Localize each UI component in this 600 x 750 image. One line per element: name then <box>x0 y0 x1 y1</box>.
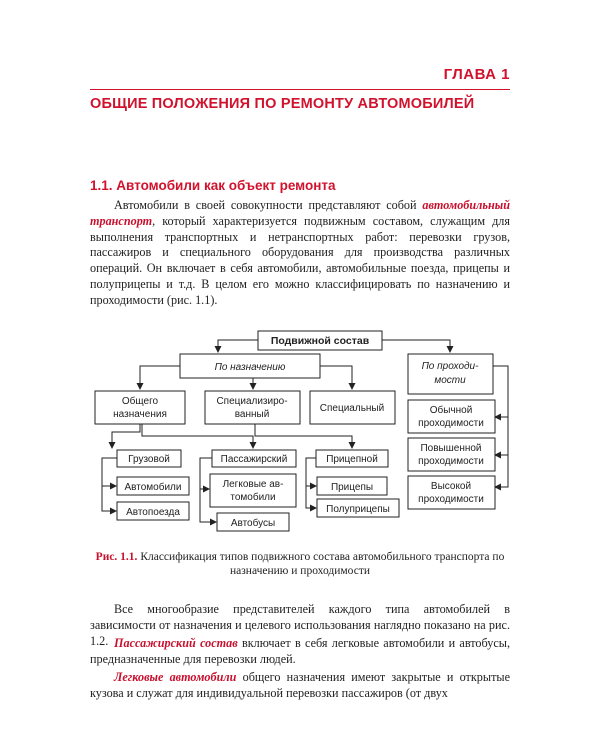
caption-label: Рис. 1.1. <box>95 551 138 563</box>
para2-text: Все многообразие представителей каждого типа автомобилей в зависимости от назначения и целевого использования наглядно показано на рис. 1.2. <box>90 602 510 648</box>
paragraph-passenger <box>90 636 510 668</box>
node-high-label-1: Высокой <box>430 481 472 492</box>
term-passenger-stock: Пассажирский состав <box>114 636 238 650</box>
node-specialized-label-1: Специализиро- <box>216 396 288 407</box>
node-trailer-label: Прицепной <box>326 454 378 465</box>
paragraph-light-cars <box>90 670 510 702</box>
para4-text: общего назначения имеют закрытые и открытые кузова и служат для индивидуальной перевозки пассажиров (от двух <box>90 670 510 700</box>
node-passenger-label: Пассажирский <box>220 454 288 465</box>
section-title: 1.1. Автомобили как объект ремонта <box>90 178 336 193</box>
node-cargo-label: Грузовой <box>128 454 170 465</box>
node-by-passability-label-1: По проходи- <box>421 361 479 372</box>
para1-text-b: , который характеризуется подвижным составом, служащим для выполнения транспортных и нетранспортных работ: перевозки грузов, пассажиров и специального оборудования для производства различных операций. Он включает в себя автомобили, автомобильные поезда, прицепы и полуприцепы и т.д. В целом его можно классифицировать по назначению и проходимости (рис. 1.1). <box>90 213 510 307</box>
node-light-cars-label-2: томобили <box>230 492 276 503</box>
node-by-passability <box>408 354 493 394</box>
node-cars-label: Автомобили <box>124 482 182 493</box>
node-increased-label-1: Повышенной <box>420 443 482 454</box>
term-light-cars: Легковые автомобили <box>114 670 237 684</box>
node-semitrailers-label: Полуприцепы <box>326 504 390 515</box>
node-normal-label-2: проходимости <box>418 418 484 429</box>
node-trailers-label: Прицепы <box>330 482 374 493</box>
node-increased-label-2: проходимости <box>418 456 484 467</box>
node-special-label: Специальный <box>319 403 385 414</box>
chapter-title: ОБЩИЕ ПОЛОЖЕНИЯ ПО РЕМОНТУ АВТОМОБИЛЕЙ <box>90 96 475 112</box>
node-general-label-2: назначения <box>113 409 167 420</box>
chapter-label: ГЛАВА 1 <box>443 66 510 83</box>
node-light-cars-label-1: Легковые ав- <box>222 479 284 490</box>
node-specialized-label-2: ванный <box>234 409 270 420</box>
node-root-label: Подвижной состав <box>270 335 370 347</box>
para3-text: включает в себя легковые автомобили и автобусы, предназначенные для перевозки людей. <box>90 636 510 666</box>
caption-text: Классификация типов подвижного состава автомобильного транспорта по назначению и проходимости <box>137 551 505 577</box>
node-normal-label-1: Обычной <box>429 405 473 416</box>
figure-caption <box>90 550 510 578</box>
node-buses-label: Автобусы <box>230 518 276 529</box>
node-by-purpose-label: По назначению <box>214 362 286 373</box>
term-auto-transport: автомобильный транспорт <box>90 198 510 228</box>
node-general-label-1: Общего <box>121 396 159 407</box>
node-road-trains-label: Автопоезда <box>126 507 180 518</box>
node-high-label-2: проходимости <box>418 494 484 505</box>
node-by-passability-label-2: мости <box>434 375 466 386</box>
para1-text-a: Автомобили в своей совокупности представляют собой <box>114 198 423 212</box>
